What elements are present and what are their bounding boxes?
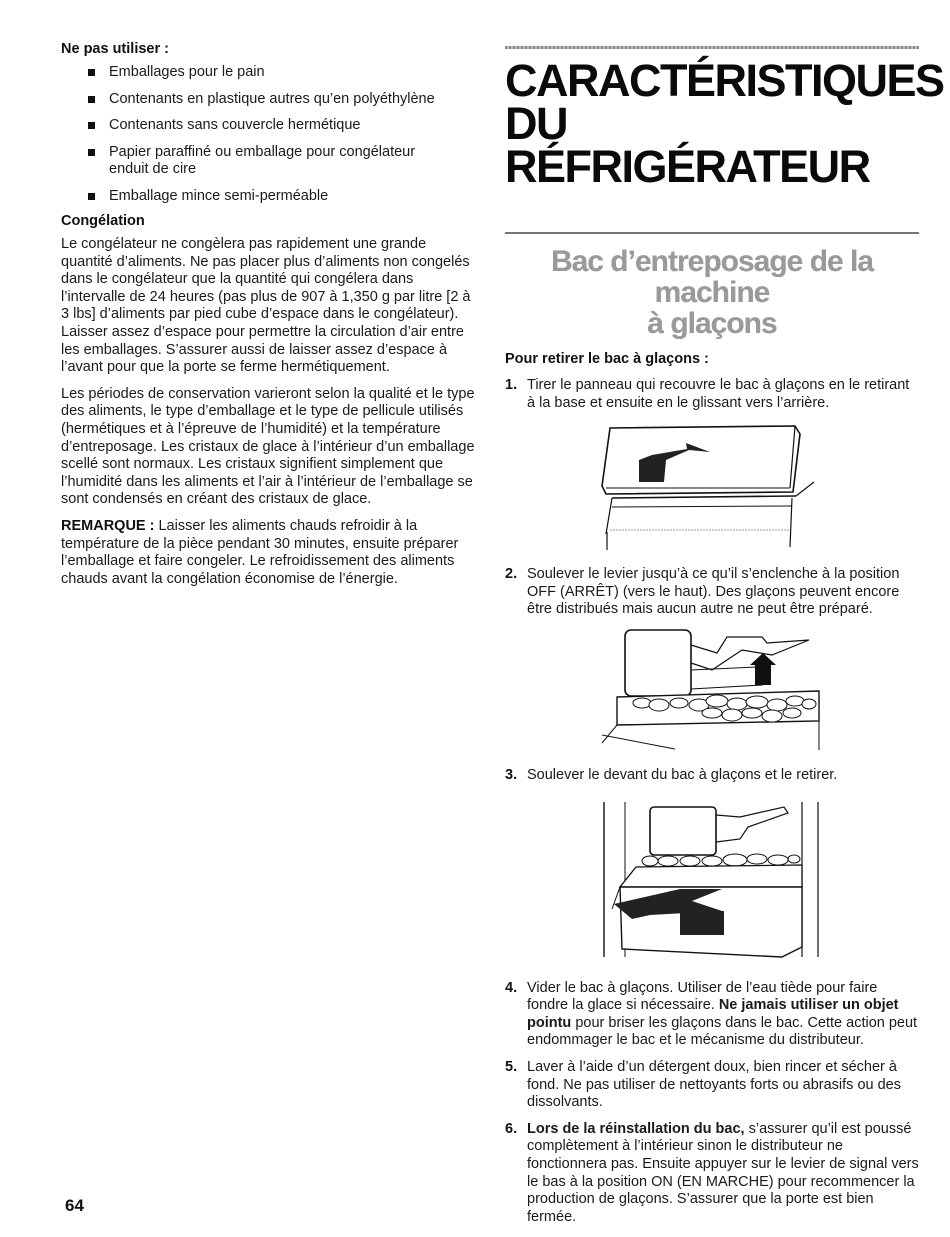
remarque-note: REMARQUE : Laisser les aliments chauds refroidir à la température de la pièce pendant 30 minutes, ensuite préparer l’emballage et faire congeler. Le refroidissement des aliments chauds avant la congélation économise de l’énergie. xyxy=(61,517,459,587)
panel-removal-illustration xyxy=(592,422,832,552)
congelation-paragraph-2: Les périodes de conservation varieront selon la qualité et le type des aliments, le type d’emballage et le type de pellicule utilisés (hermétiques et à l’épreuve de l’humidité) et la température d’entreposage. Les cristaux de glace à l’intérieur d’un emballage scellé sont normaux. Les cristaux signifient simplement que l’humidité dans les aliments et l’air à l’intérieur de l’emballage se sont condensés en créant des cristaux de glace. xyxy=(61,385,475,508)
list-item: Contenants en plastique autres qu’en polyéthylène xyxy=(61,91,479,109)
congelation-heading: Congélation xyxy=(61,213,145,229)
step-1: 1. Tirer le panneau qui recouvre le bac à glaçons en le retirant à la base et ensuite en le glissant vers l’arrière. xyxy=(505,377,910,411)
bullet-square-icon xyxy=(88,122,95,129)
steps-list xyxy=(505,377,919,412)
warning-bold: Ne jamais utiliser un objet pointu xyxy=(527,997,899,1031)
page-title: CARACTÉRISTIQUES DU RÉFRIGÉRATEUR xyxy=(505,55,944,192)
section-title: Bac d’entreposage de la machine à glaçons xyxy=(550,245,874,340)
bin-removal-illustration xyxy=(592,797,832,962)
bullet-square-icon xyxy=(88,96,95,103)
ne-pas-utiliser-list xyxy=(61,64,479,205)
bullet-square-icon xyxy=(88,69,95,76)
page-number: 64 xyxy=(65,1196,84,1215)
list-item: Emballages pour le pain xyxy=(61,64,479,82)
step-6: 6. Lors de la réinstallation du bac, s’assurer qu’il est poussé complètement à l’intérieur sinon le distributeur ne fonctionnera pas. Ensuite appuyer sur le levier de signal vers le bas à la position ON (EN MARCHE) pour recommencer la production de glaçons. S’assurer que la porte est bien fermée. xyxy=(505,1120,919,1225)
steps-intro: Pour retirer le bac à glaçons : xyxy=(505,351,709,367)
header-bottom-rule xyxy=(505,232,919,234)
step-3: 3. Soulever le devant du bac à glaçons et le retirer. xyxy=(505,766,838,783)
right-column xyxy=(505,40,944,1226)
step-2: 2. Soulever le levier jusqu’à ce qu’il s’enclenche à la position OFF (ARRÊT) (vers le haut). Des glaçons peuvent encore être distribués mais aucun autre ne peut être préparé. xyxy=(505,566,900,618)
lever-raise-illustration xyxy=(587,625,837,755)
list-item: Contenants sans couvercle hermétique xyxy=(61,117,479,135)
remarque-label: REMARQUE : xyxy=(61,517,155,534)
reinstall-bold: Lors de la réinstallation du bac, xyxy=(527,1120,745,1137)
bullet-square-icon xyxy=(88,193,95,200)
step-4: 4. Vider le bac à glaçons. Utiliser de l’eau tiède pour faire fondre la glace si nécessaire. Ne jamais utiliser un objet pointu pour briser les glaçons dans le bac. Cette action peut endommager le bac et le mécanisme du distributeur. xyxy=(505,979,918,1049)
list-item: Papier paraffiné ou emballage pour congélateur enduit de cire xyxy=(61,144,479,179)
left-column xyxy=(61,40,479,597)
bullet-square-icon xyxy=(88,149,95,156)
ne-pas-utiliser-heading: Ne pas utiliser : xyxy=(61,41,169,57)
step-5: 5. Laver à l’aide d’un détergent doux, bien rincer et sécher à fond. Ne pas utiliser de nettoyants forts ou abrasifs ou des dissolvants. xyxy=(505,1058,901,1111)
congelation-paragraph-1: Le congélateur ne congèlera pas rapidement une grande quantité d’aliments. Ne pas placer plus d’aliments non congelés dans le congélateur que la quantité qui congélera dans l’intervalle de 24 heures (pas plus de 907 à 1,350 g par litre [2 à 3 lbs] d’aliments par pied cube d’espace dans le congélateur). Laisser assez d’espace pour permettre la circulation d’air entre les emballages. S’assurer aussi de laisser assez d’espace à l’avant pour que la porte se ferme hermétiquement. xyxy=(61,236,471,376)
header-top-rule xyxy=(505,46,919,49)
list-item: Emballage mince semi-perméable xyxy=(61,188,479,206)
